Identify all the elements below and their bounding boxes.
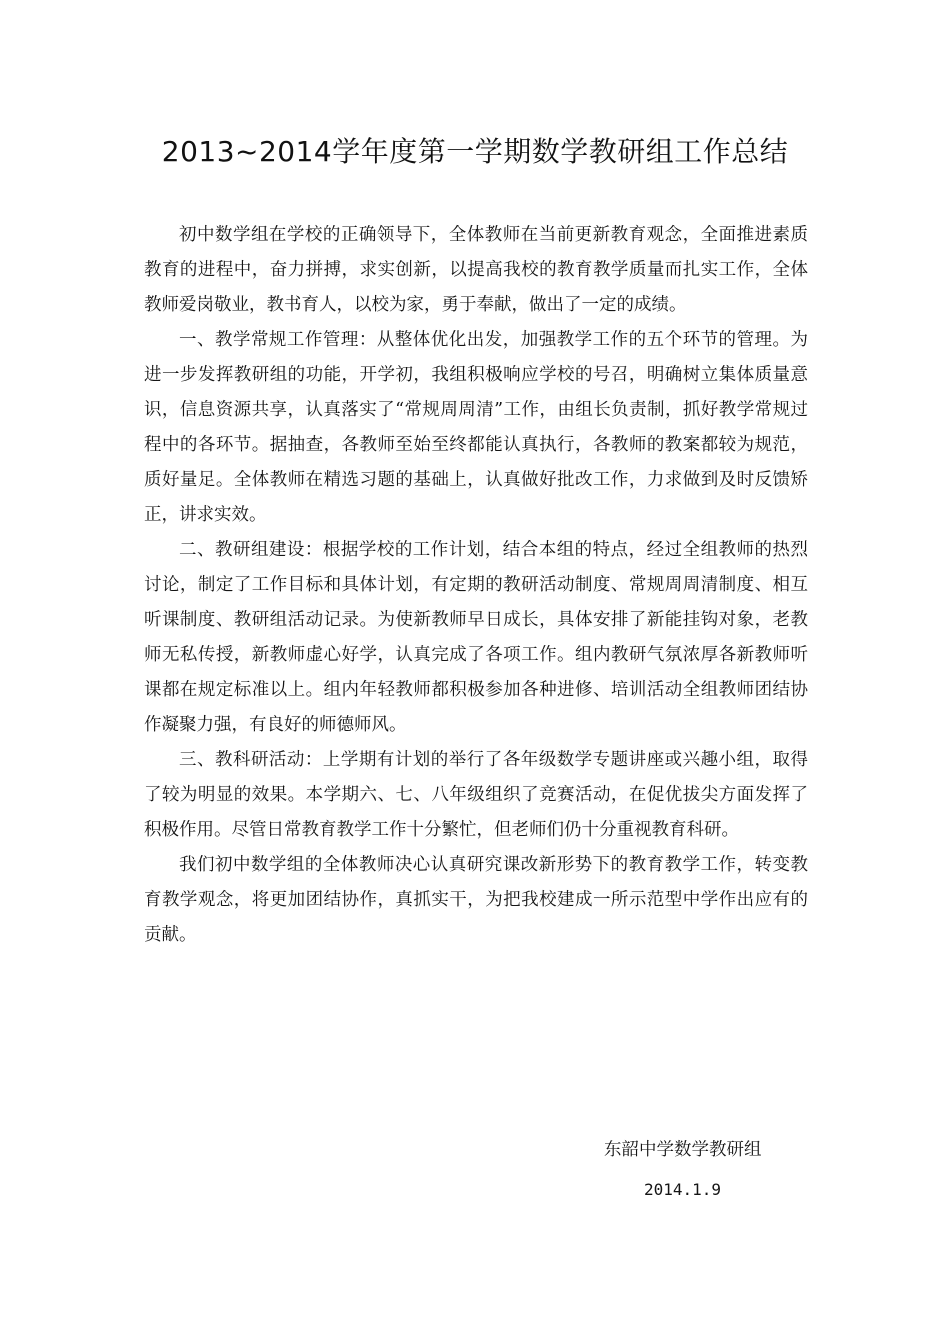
paragraph-conclusion: 我们初中数学组的全体教师决心认真研究课改新形势下的教育教学工作，转变教育教学观念，将更加团结协作，真抓实干，为把我校建成一所示范型中学作出应有的贡献。 xyxy=(144,855,808,945)
document-body xyxy=(144,218,808,953)
paragraph-group-building: 二、教研组建设：根据学校的工作计划，结合本组的特点，经过全组教师的热烈讨论，制定了工作目标和具体计划，有定期的教研活动制度、常规周周清制度、相互听课制度、教研组活动记录。为使新教师早日成长，具体安排了新能挂钩对象，老教师无私传授，新教师虚心好学，认真完成了各项工作。组内教研气氛浓厚各新教师听课都在规定标准以上。组内年轻教师都积极参加各种进修、培训活动全组教师团结协作凝聚力强，有良好的师德师风。 xyxy=(144,540,808,735)
signature-date: 2014.1.9 xyxy=(644,1180,722,1199)
signature-block xyxy=(570,1130,830,1210)
signature-organization: 东韶中学数学教研组 xyxy=(604,1140,762,1160)
document-title: 2013~2014学年度第一学期数学教研组工作总结 xyxy=(161,135,789,168)
paragraph-teaching-routine: 一、教学常规工作管理：从整体优化出发，加强教学工作的五个环节的管理。为进一步发挥教研组的功能，开学初，我组积极响应学校的号召，明确树立集体质量意识，信息资源共享，认真落实了“常规周周清”工作，由组长负责制，抓好教学常规过程中的各环节。据抽查，各教师至始至终都能认真执行，各教师的教案都较为规范，质好量足。全体教师在精选习题的基础上，认真做好批改工作，力求做到及时反馈矫正，讲求实效。 xyxy=(144,330,808,525)
paragraph-research-activities: 三、教科研活动：上学期有计划的举行了各年级数学专题讲座或兴趣小组，取得了较为明显的效果。本学期六、七、八年级组织了竞赛活动，在促优拔尖方面发挥了积极作用。尽管日常教育教学工作十分繁忙，但老师们仍十分重视教育科研。 xyxy=(144,750,808,840)
paragraph-intro: 初中数学组在学校的正确领导下，全体教师在当前更新教育观念，全面推进素质教育的进程中，奋力拼搏，求实创新，以提高我校的教育教学质量而扎实工作，全体教师爱岗敬业，教书育人，以校为家，勇于奉献，做出了一定的成绩。 xyxy=(144,225,808,315)
